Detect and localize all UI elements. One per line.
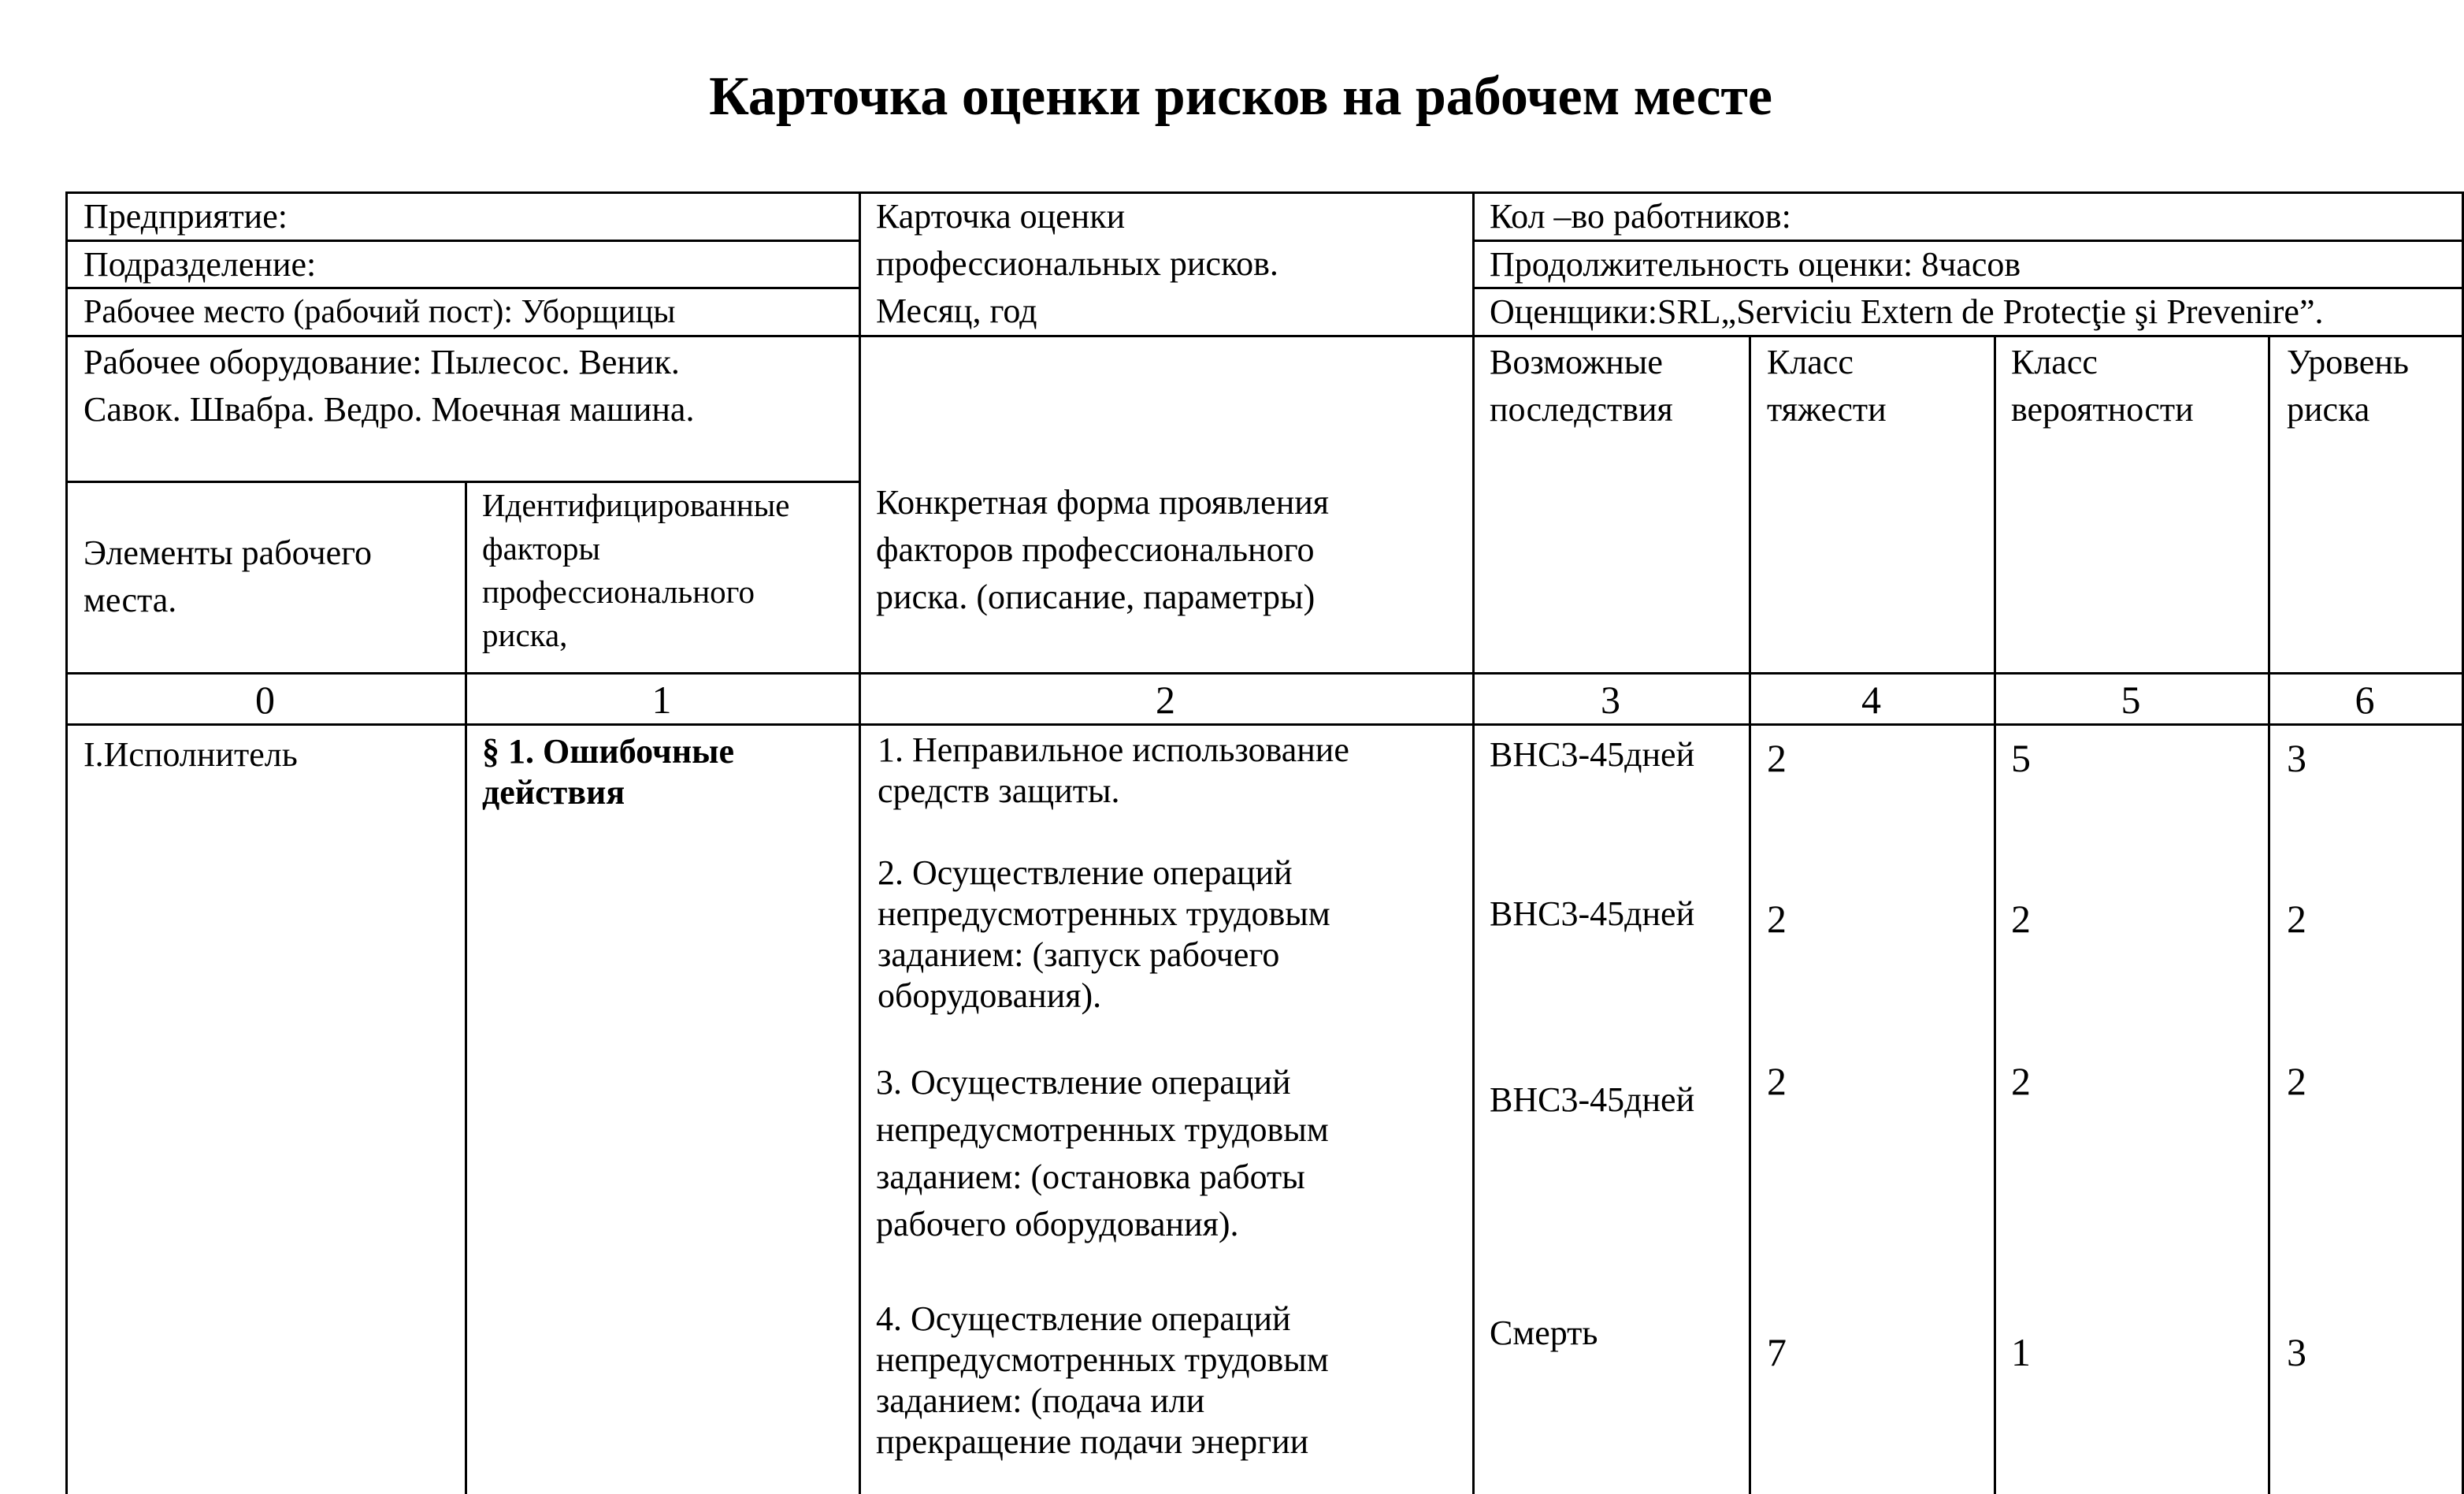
column-header-probability: Класс вероятности [2011,343,2194,429]
consequence-2: ВНС3-45дней [1490,894,1695,933]
column-header-consequences: Возможные последствия [1490,343,1673,429]
division-field: Подразделение: [83,245,317,284]
consequence-3: ВНС3-45дней [1490,1080,1695,1119]
probability-2: 2 [2011,897,2031,941]
workers-count-field: Кол –во работников: [1490,197,1791,236]
column-number-4: 4 [1861,678,1881,722]
risk-level-4: 3 [2287,1330,2306,1374]
column-number-2: 2 [1156,678,1175,722]
severity-3: 2 [1767,1059,1787,1103]
probability-1: 5 [2011,736,2031,780]
risk-form-1: 1. Неправильное использование средств защиты. [878,730,1349,810]
risk-level-3: 2 [2287,1059,2306,1103]
severity-2: 2 [1767,897,1787,941]
column-header-elements: Элементы рабочего места. [83,533,373,619]
column-number-3: 3 [1601,678,1620,722]
assessment-card-label: Карточка оценки профессиональных рисков. Месяц, год [876,197,1278,330]
probability-4: 1 [2011,1330,2031,1374]
severity-1: 2 [1767,736,1787,780]
consequence-1: ВНС3-45дней [1490,735,1695,774]
risk-form-3: 3. Осуществление операций непредусмотренных трудовым заданием: (остановка работы рабочего оборудования). [876,1063,1329,1243]
column-header-factors: Идентифицированные факторы профессионального риска, [482,487,790,653]
severity-4: 7 [1767,1330,1787,1374]
risk-form-2: 2. Осуществление операций непредусмотренных трудовым заданием: (запуск рабочего оборудования). [878,853,1330,1015]
page-title: Карточка оценки рисков на рабочем месте [709,66,1772,127]
column-header-severity: Класс тяжести [1767,343,1887,429]
element-performer: I.Исполнитель [83,735,298,774]
column-number-0: 0 [255,678,275,722]
consequence-4: Смерть [1490,1314,1598,1352]
column-number-1: 1 [651,678,672,722]
column-number-6: 6 [2355,678,2375,722]
probability-3: 2 [2011,1059,2031,1103]
column-header-form: Конкретная форма проявления факторов профессионального риска. (описание, параметры) [876,483,1330,616]
factor-erroneous-actions: § 1. Ошибочные действия [482,732,735,812]
enterprise-field: Предприятие: [83,197,288,236]
column-number-5: 5 [2121,678,2141,722]
assessment-duration-field: Продолжительность оценки: 8часов [1490,245,2021,284]
risk-level-2: 2 [2287,897,2306,941]
risk-level-1: 3 [2287,736,2306,780]
workplace-field: Рабочее место (рабочий пост): Уборщицы [83,294,676,330]
evaluators-field: Оценщики:SRL„Serviciu Extern de Protecţie şi Prevenire”. [1490,292,2324,331]
work-equipment-field: Рабочее оборудование: Пылесос. Веник. Савок. Швабра. Ведро. Моечная машина. [83,343,695,429]
risk-form-4: 4. Осуществление операций непредусмотренных трудовым заданием: (подача или прекращение подачи энергии [876,1299,1329,1461]
column-header-level: Уровень риска [2287,343,2409,429]
